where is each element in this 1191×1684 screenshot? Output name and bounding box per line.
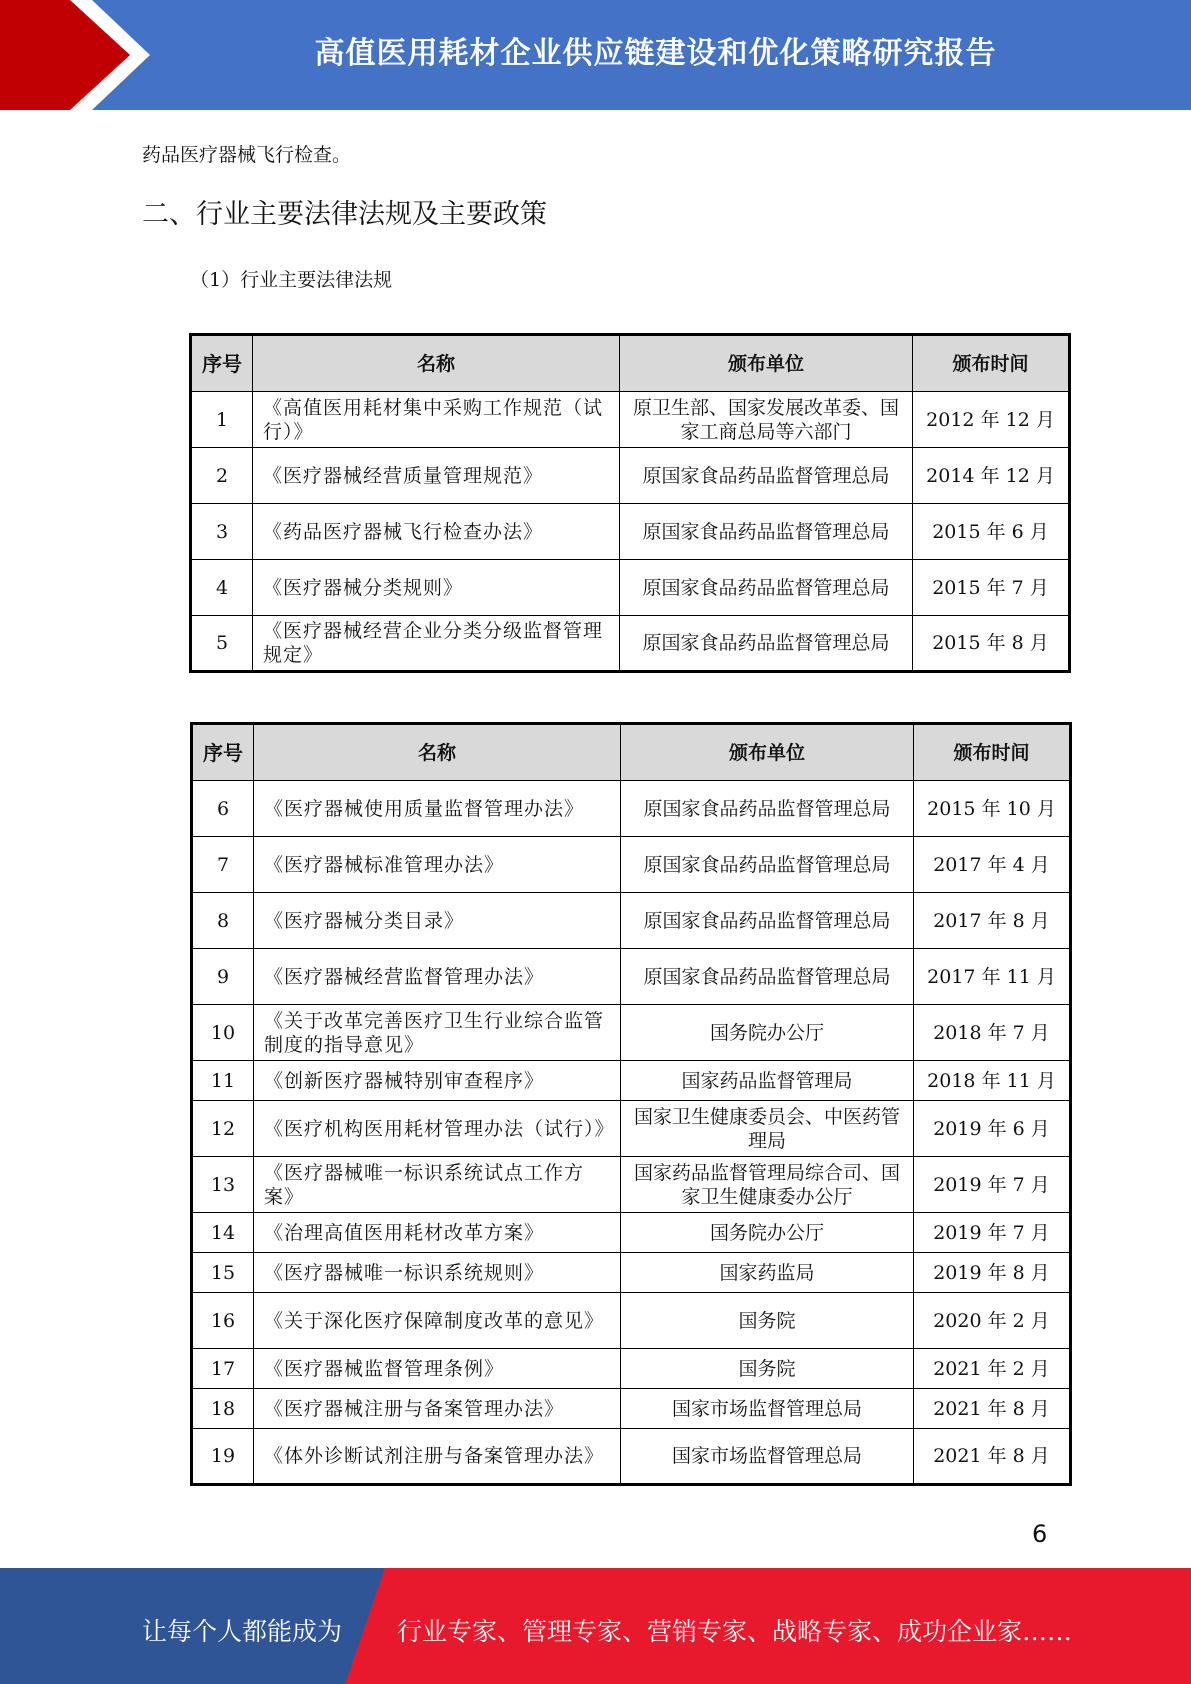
cell-name: 《治理高值医用耗材改革方案》 [254, 1213, 621, 1253]
cell-name: 《医疗器械分类目录》 [254, 893, 621, 949]
cell-name: 《医疗器械分类规则》 [253, 560, 620, 616]
cell-unit: 原国家食品药品监督管理总局 [621, 781, 914, 837]
header-name: 名称 [254, 724, 621, 781]
header-unit: 颁布单位 [621, 724, 914, 781]
cell-seq: 15 [192, 1253, 254, 1293]
cell-seq: 7 [192, 837, 254, 893]
cell-name: 《体外诊断试剂注册与备案管理办法》 [254, 1429, 621, 1485]
page-number: 6 [1032, 1520, 1048, 1548]
table-body [191, 392, 1070, 672]
table-row [191, 392, 1070, 448]
cell-name: 《医疗器械唯一标识系统规则》 [254, 1253, 621, 1293]
cell-name: 《医疗器械注册与备案管理办法》 [254, 1389, 621, 1429]
table-header-row [191, 335, 1070, 392]
cell-seq: 6 [192, 781, 254, 837]
table-row [192, 1429, 1071, 1485]
table-row [192, 1101, 1071, 1157]
header-unit: 颁布单位 [620, 335, 913, 392]
page-header-banner [0, 0, 1191, 110]
sub-heading: （1）行业主要法律法规 [190, 269, 393, 291]
table-row [192, 837, 1071, 893]
cell-name: 《医疗器械经营企业分类分级监督管理规定》 [253, 616, 620, 672]
cell-seq: 10 [192, 1005, 254, 1061]
cell-seq: 9 [192, 949, 254, 1005]
cell-unit: 国务院 [621, 1293, 914, 1349]
table-body [192, 781, 1071, 1485]
cell-seq: 8 [192, 893, 254, 949]
table-row [192, 1061, 1071, 1101]
cell-date: 2015 年 7 月 [913, 560, 1070, 616]
cell-date: 2019 年 6 月 [914, 1101, 1071, 1157]
cell-seq: 2 [191, 448, 253, 504]
cell-unit: 国家市场监督管理总局 [621, 1389, 914, 1429]
cell-date: 2021 年 8 月 [914, 1429, 1071, 1485]
intro-text: 药品医疗器械飞行检查。 [142, 144, 352, 166]
cell-unit: 国家卫生健康委员会、中医药管理局 [621, 1101, 914, 1157]
footer-slogan-right: 行业专家、管理专家、营销专家、战略专家、成功企业家…… [397, 1617, 1073, 1646]
cell-date: 2019 年 8 月 [914, 1253, 1071, 1293]
footer-slogan-left: 让每个人都能成为 [142, 1617, 343, 1646]
cell-name: 《医疗器械监督管理条例》 [254, 1349, 621, 1389]
table-row [192, 893, 1071, 949]
cell-unit: 原卫生部、国家发展改革委、国家工商总局等六部门 [620, 392, 913, 448]
cell-date: 2020 年 2 月 [914, 1293, 1071, 1349]
table-row [192, 781, 1071, 837]
cell-unit: 原国家食品药品监督管理总局 [621, 837, 914, 893]
cell-unit: 国务院办公厅 [621, 1005, 914, 1061]
cell-name: 《医疗器械标准管理办法》 [254, 837, 621, 893]
cell-name: 《高值医用耗材集中采购工作规范（试行）》 [253, 392, 620, 448]
table-row [192, 949, 1071, 1005]
cell-unit: 原国家食品药品监督管理总局 [620, 616, 913, 672]
cell-date: 2015 年 8 月 [913, 616, 1070, 672]
header-name: 名称 [253, 335, 620, 392]
cell-seq: 3 [191, 504, 253, 560]
cell-seq: 17 [192, 1349, 254, 1389]
cell-date: 2017 年 4 月 [914, 837, 1071, 893]
table-row [192, 1213, 1071, 1253]
regulations-table-1 [189, 333, 1071, 673]
cell-date: 2021 年 2 月 [914, 1349, 1071, 1389]
cell-unit: 原国家食品药品监督管理总局 [621, 949, 914, 1005]
cell-date: 2018 年 11 月 [914, 1061, 1071, 1101]
header-red-arrow [0, 0, 148, 110]
header-date: 颁布时间 [914, 724, 1071, 781]
cell-name: 《关于改革完善医疗卫生行业综合监管制度的指导意见》 [254, 1005, 621, 1061]
section-heading: 二、行业主要法律法规及主要政策 [142, 199, 547, 230]
cell-name: 《关于深化医疗保障制度改革的意见》 [254, 1293, 621, 1349]
cell-unit: 原国家食品药品监督管理总局 [620, 504, 913, 560]
table-row [192, 1349, 1071, 1389]
cell-name: 《创新医疗器械特别审查程序》 [254, 1061, 621, 1101]
cell-name: 《药品医疗器械飞行检查办法》 [253, 504, 620, 560]
cell-name: 《医疗器械经营监督管理办法》 [254, 949, 621, 1005]
table-row [191, 560, 1070, 616]
cell-date: 2018 年 7 月 [914, 1005, 1071, 1061]
report-title: 高值医用耗材企业供应链建设和优化策略研究报告 [314, 36, 997, 71]
cell-date: 2019 年 7 月 [914, 1157, 1071, 1213]
cell-seq: 19 [192, 1429, 254, 1485]
cell-seq: 11 [192, 1061, 254, 1101]
cell-unit: 国家药监局 [621, 1253, 914, 1293]
cell-date: 2019 年 7 月 [914, 1213, 1071, 1253]
cell-date: 2017 年 8 月 [914, 893, 1071, 949]
cell-date: 2012 年 12 月 [913, 392, 1070, 448]
cell-unit: 原国家食品药品监督管理总局 [620, 448, 913, 504]
table-row [191, 504, 1070, 560]
cell-unit: 国家药品监督管理局 [621, 1061, 914, 1101]
cell-seq: 16 [192, 1293, 254, 1349]
cell-seq: 12 [192, 1101, 254, 1157]
table-row [191, 448, 1070, 504]
table-row [192, 1253, 1071, 1293]
header-date: 颁布时间 [913, 335, 1070, 392]
page-footer-banner [0, 1568, 1191, 1684]
cell-name: 《医疗器械唯一标识系统试点工作方案》 [254, 1157, 621, 1213]
cell-name: 《医疗器械使用质量监督管理办法》 [254, 781, 621, 837]
cell-seq: 1 [191, 392, 253, 448]
cell-unit: 国家市场监督管理总局 [621, 1429, 914, 1485]
table-row [192, 1157, 1071, 1213]
cell-date: 2021 年 8 月 [914, 1389, 1071, 1429]
table-row [192, 1293, 1071, 1349]
cell-unit: 国务院办公厅 [621, 1213, 914, 1253]
table-row [192, 1389, 1071, 1429]
header-seq: 序号 [191, 335, 253, 392]
header-seq: 序号 [192, 724, 254, 781]
cell-name: 《医疗器械经营质量管理规范》 [253, 448, 620, 504]
cell-seq: 14 [192, 1213, 254, 1253]
cell-unit: 原国家食品药品监督管理总局 [621, 893, 914, 949]
cell-date: 2014 年 12 月 [913, 448, 1070, 504]
cell-seq: 4 [191, 560, 253, 616]
cell-date: 2015 年 10 月 [914, 781, 1071, 837]
table-row [191, 616, 1070, 672]
cell-date: 2015 年 6 月 [913, 504, 1070, 560]
cell-seq: 5 [191, 616, 253, 672]
cell-date: 2017 年 11 月 [914, 949, 1071, 1005]
table-header-row [192, 724, 1071, 781]
cell-unit: 国家药品监督管理局综合司、国家卫生健康委办公厅 [621, 1157, 914, 1213]
cell-seq: 18 [192, 1389, 254, 1429]
cell-unit: 国务院 [621, 1349, 914, 1389]
cell-seq: 13 [192, 1157, 254, 1213]
cell-name: 《医疗机构医用耗材管理办法（试行）》 [254, 1101, 621, 1157]
regulations-table-2 [190, 722, 1072, 1486]
table-row [192, 1005, 1071, 1061]
cell-unit: 原国家食品药品监督管理总局 [620, 560, 913, 616]
